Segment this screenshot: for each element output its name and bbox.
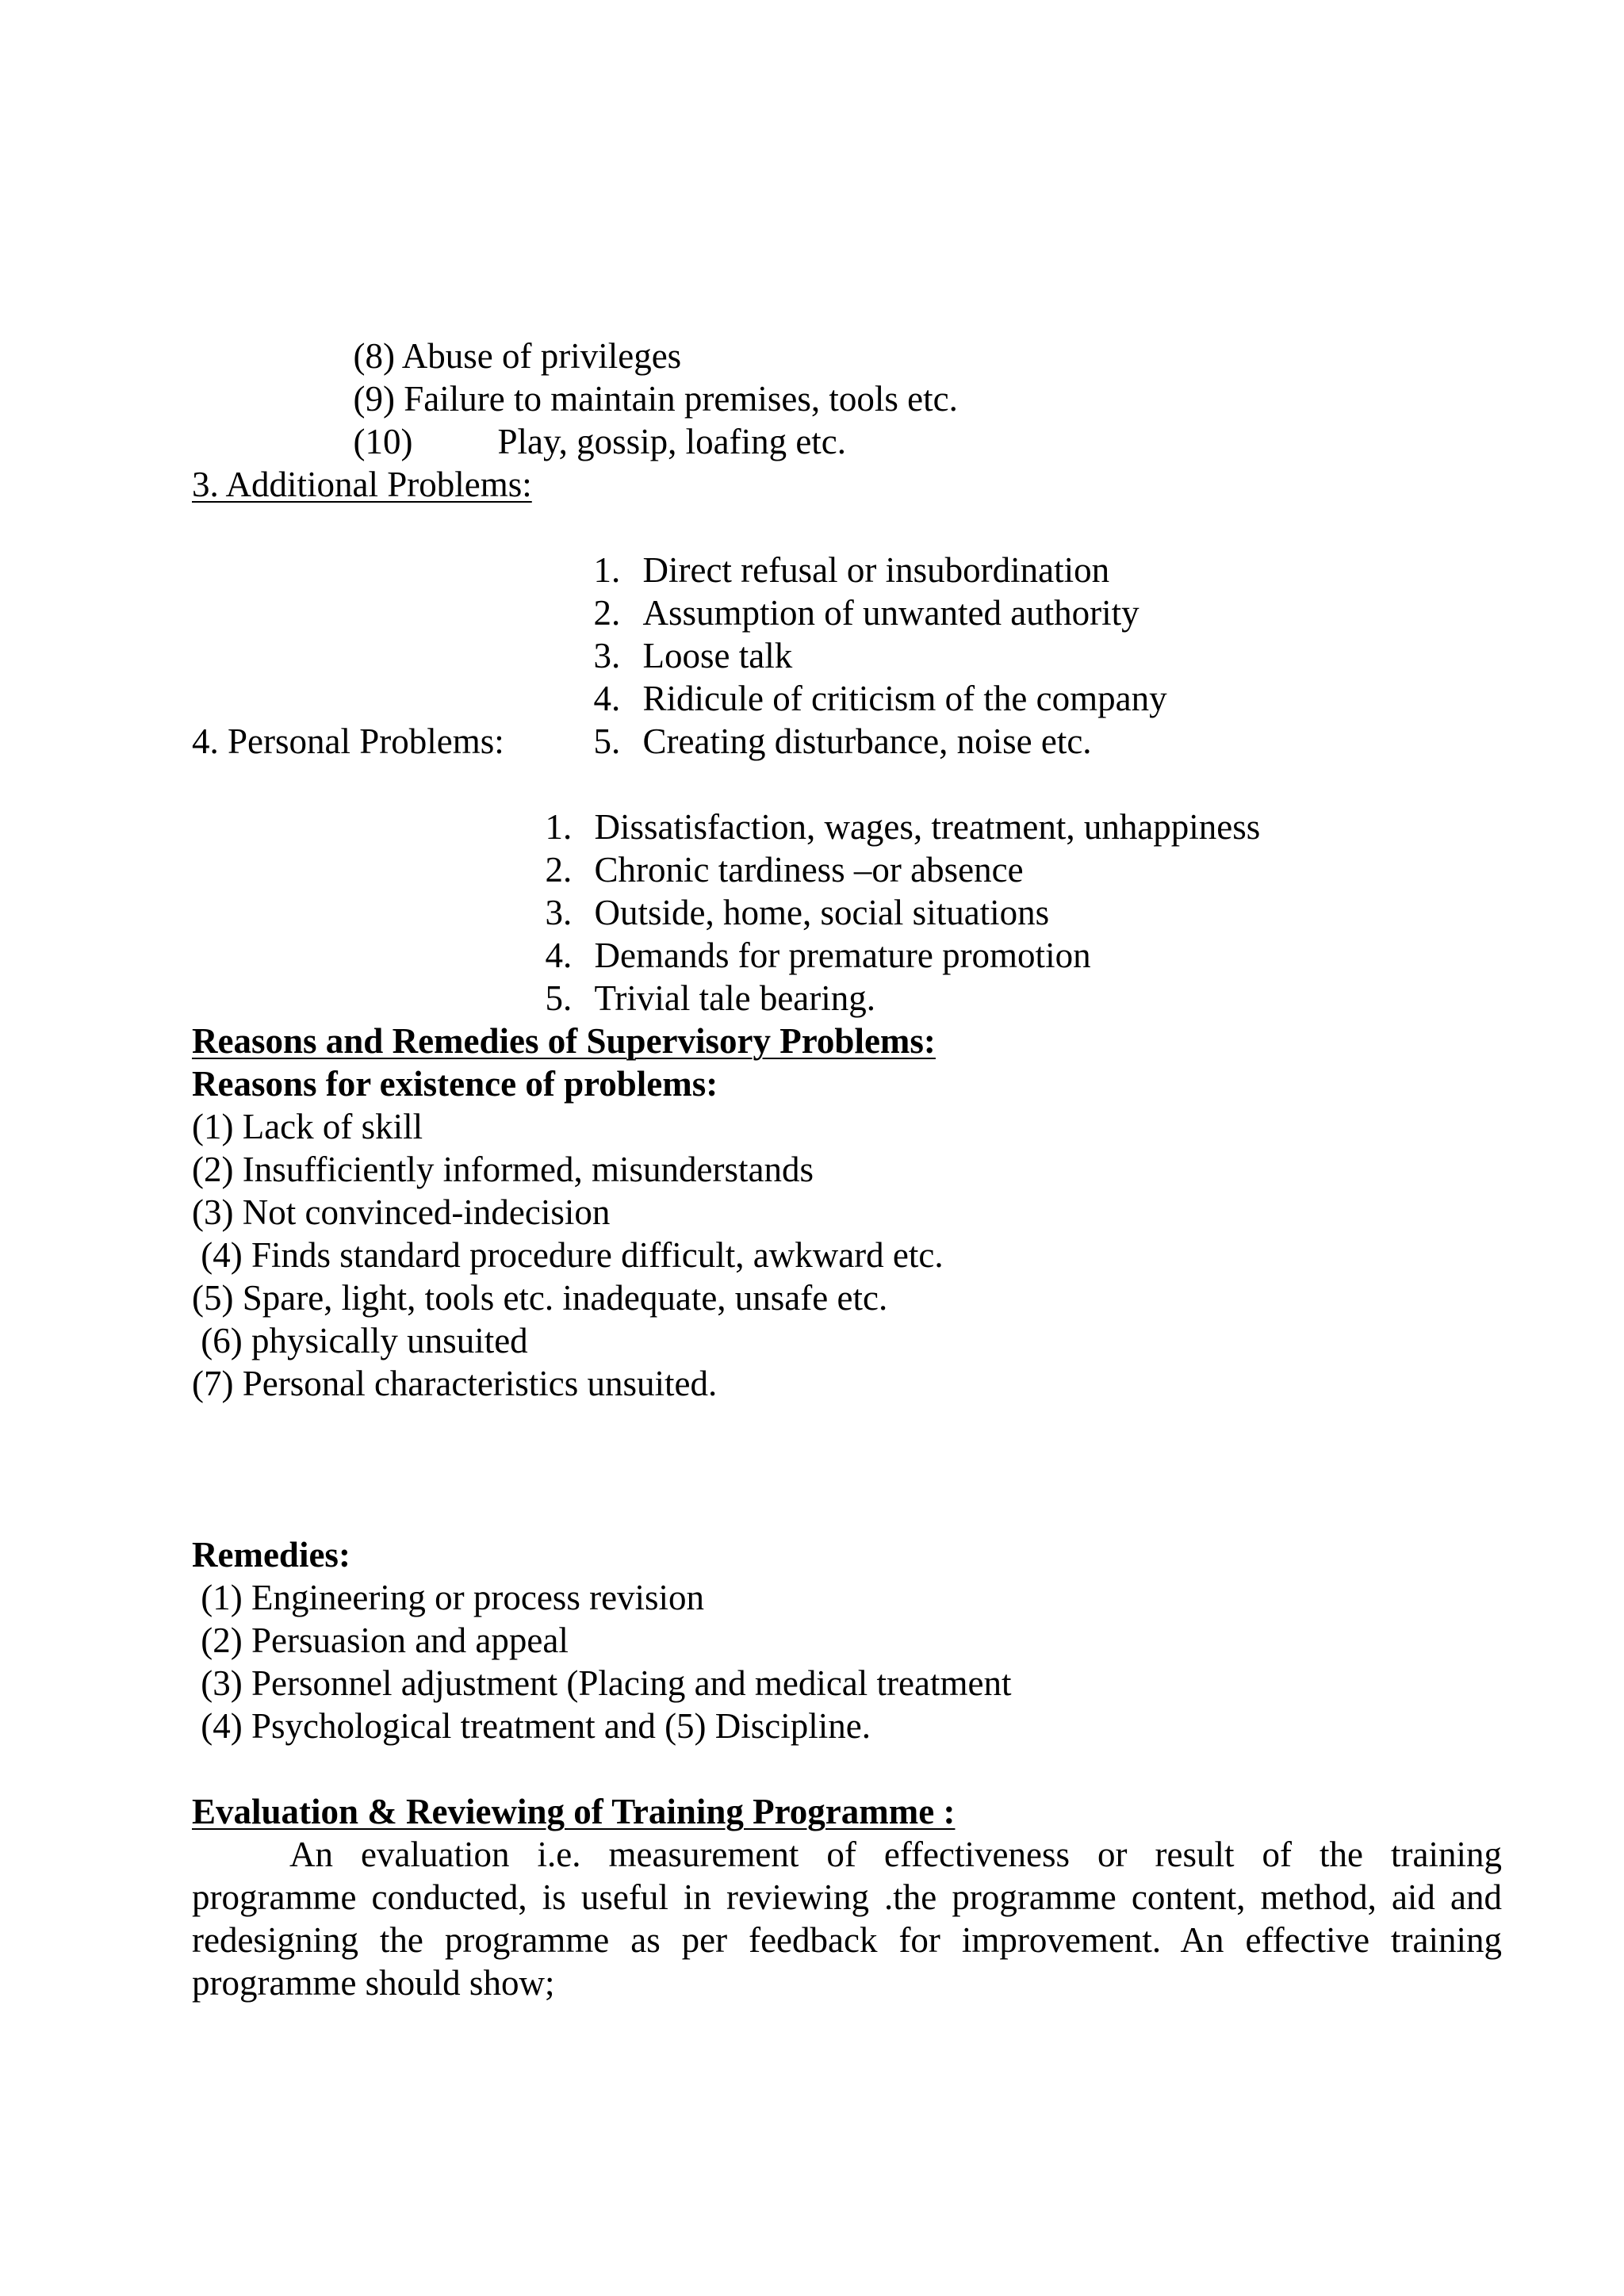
section-heading-additional: 3. Additional Problems: [192,465,532,504]
subheading-reasons: Reasons for existence of problems: [192,1064,718,1104]
paragraph-line: An evaluation i.e. measurement of effectiveness or result of the training [289,1835,1502,1874]
paragraph-line: programme conducted, is useful in reviewing .the programme content, method, aid and [192,1877,1502,1917]
list-item-number: 5. [593,721,621,761]
list-item-number: 2. [545,850,573,890]
list-item-number: 3. [593,636,621,675]
list-item-number: (10) [353,422,413,461]
list-item-text: Trivial tale bearing. [594,978,876,1018]
paragraph-line: redesigning the programme as per feedback for improvement. An effective training [192,1920,1502,1960]
list-item: (6) physically unsuited [192,1321,528,1360]
list-item-text: Chronic tardiness –or absence [594,850,1024,890]
list-item-text: Abuse of privileges [401,336,682,376]
list-item-text: Ridicule of criticism of the company [642,679,1167,718]
list-item-number: 5. [545,978,573,1018]
list-item: (1) Engineering or process revision [192,1578,705,1617]
list-item-text: Play, gossip, loafing etc. [497,422,847,461]
list-item: (7) Personal characteristics unsuited. [192,1364,718,1403]
list-item [335,377,846,463]
list-item-number: (9) [353,379,395,419]
list-item-text: Failure to maintain premises, tools etc. [404,379,958,419]
list-item-number: 1. [593,550,621,590]
list-item: (2) Insufficiently informed, misunderstands [192,1150,814,1189]
section-heading-remedies: Remedies: [192,1535,350,1575]
list-item: (2) Persuasion and appeal [192,1621,569,1660]
list-item-text: Creating disturbance, noise etc. [642,721,1092,761]
list-item: (4) Psychological treatment and (5) Discipline. [192,1706,871,1746]
section-heading-personal: 4. Personal Problems: [192,721,504,761]
list-item-number: (8) [353,336,395,376]
list-item-text: Direct refusal or insubordination [642,550,1110,590]
list-item-text: Assumption of unwanted authority [642,593,1139,633]
list-item-number: 4. [593,679,621,718]
list-item-text: Loose talk [642,636,793,675]
list-item: (3) Personnel adjustment (Placing and medical treatment [192,1663,1012,1703]
list-item-number: 3. [545,893,573,932]
section-heading-evaluation: Evaluation & Reviewing of Training Programme : [192,1792,956,1831]
paragraph-line: programme should show; [192,1963,555,2003]
section-heading-reasons-remedies: Reasons and Remedies of Supervisory Problems: [192,1021,936,1061]
list-item-number: 4. [545,936,573,975]
list-item [527,934,875,1020]
list-item-text: Outside, home, social situations [594,893,1050,932]
list-item-text: Demands for premature promotion [594,936,1091,975]
list-item-number: 2. [593,593,621,633]
list-item: (4) Finds standard procedure difficult, awkward etc. [192,1235,944,1275]
list-item [576,677,1092,763]
list-item: (1) Lack of skill [192,1107,423,1146]
list-item: (5) Spare, light, tools etc. inadequate, unsafe etc. [192,1278,888,1318]
list-item-number: 1. [545,807,573,847]
list-item-text: Dissatisfaction, wages, treatment, unhappiness [594,807,1261,847]
list-item: (3) Not convinced-indecision [192,1192,611,1232]
